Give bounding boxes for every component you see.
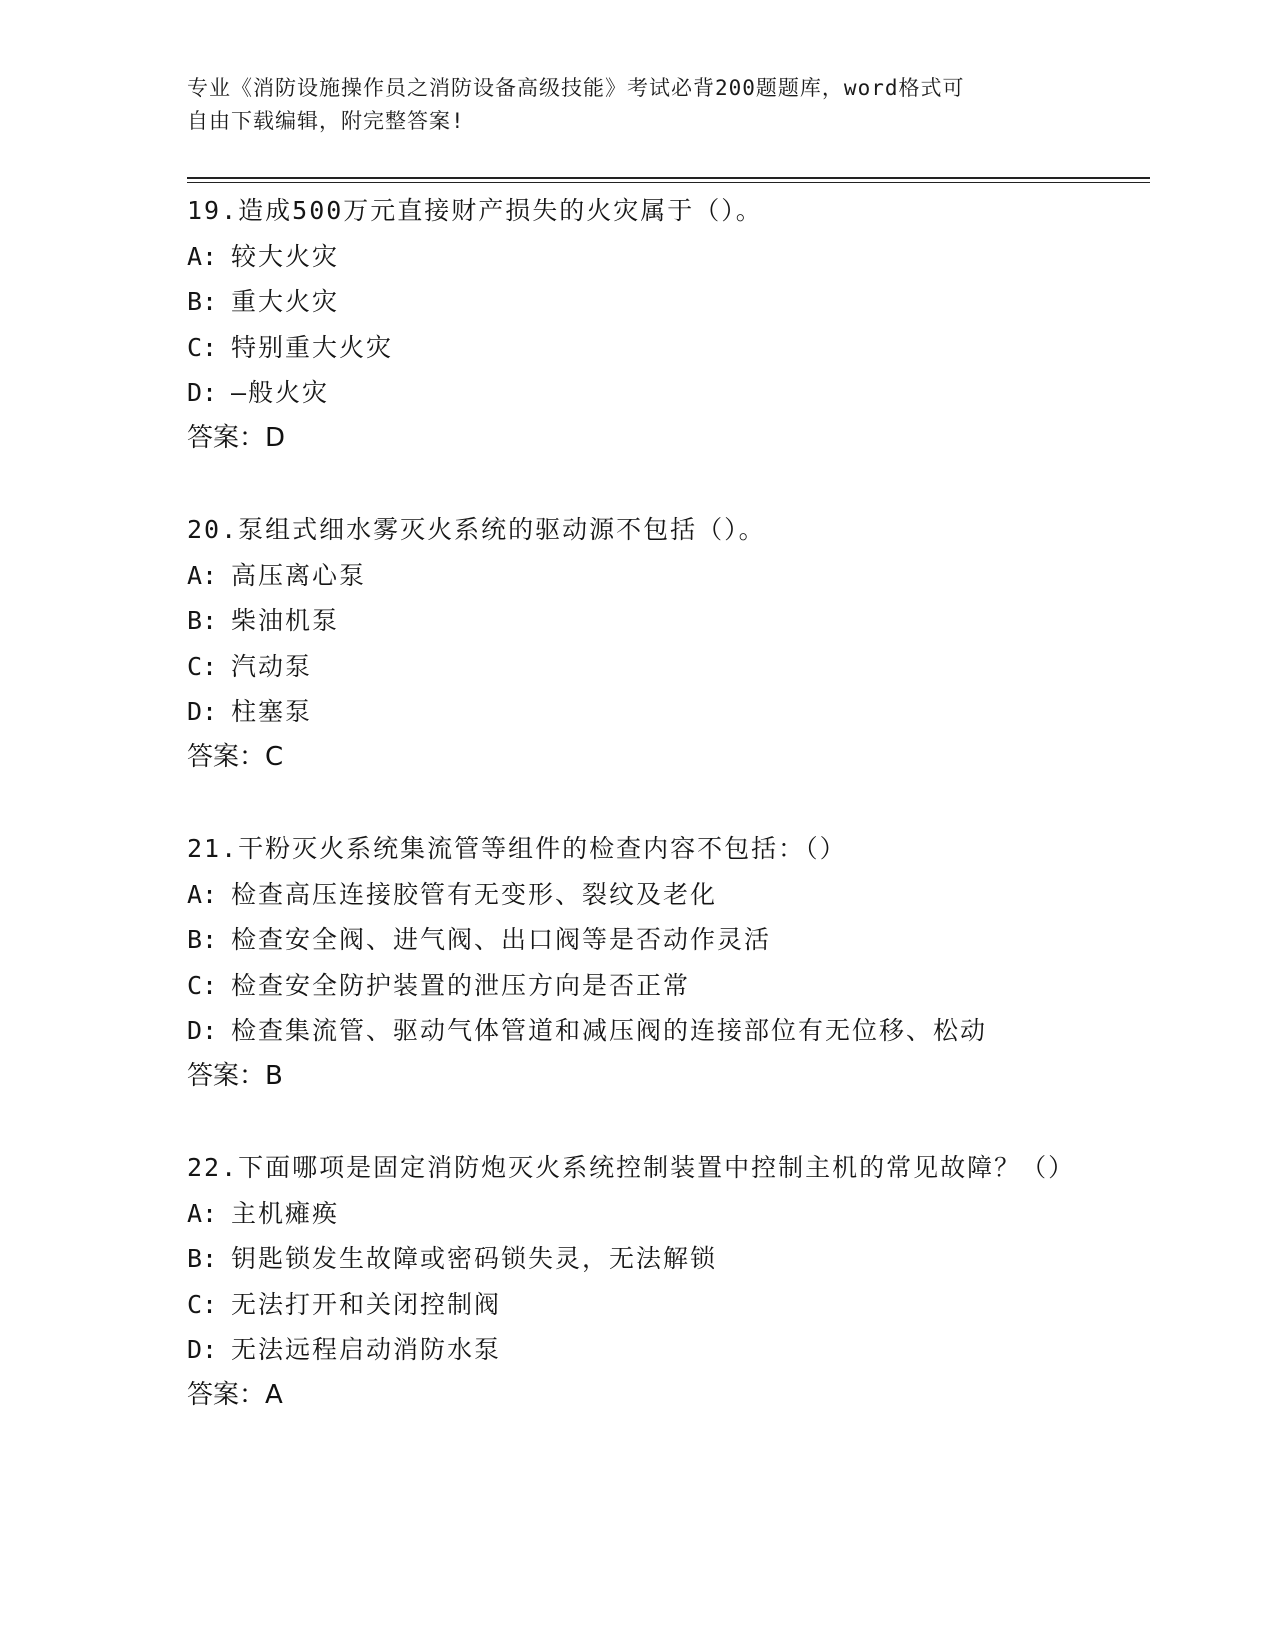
question-21 — [187, 826, 1087, 1099]
option-c — [187, 644, 1087, 690]
question-19 — [187, 188, 1087, 461]
option-letter: B: — [187, 287, 218, 316]
option-letter: C: — [187, 651, 218, 681]
option-c — [187, 325, 1087, 371]
option-letter: D: — [187, 1016, 218, 1045]
option-letter: C: — [187, 1289, 218, 1319]
question-stem: 21.干粉灭火系统集流管等组件的检查内容不包括：（） — [187, 834, 847, 863]
question-stem: 20.泵组式细水雾灭火系统的驱动源不包括（）。 — [187, 515, 766, 544]
option-letter: D: — [187, 697, 218, 726]
question-list — [187, 188, 1087, 1464]
answer: 答案：D — [187, 422, 286, 453]
option-text: 特别重大火灾 — [231, 332, 394, 362]
option-a — [187, 234, 1087, 280]
option-text: 检查安全阀、进气阀、出口阀等是否动作灵活 — [231, 925, 772, 954]
option-d — [187, 1008, 1087, 1054]
option-a — [187, 1191, 1087, 1237]
option-letter: D: — [187, 378, 218, 407]
question-22 — [187, 1145, 1087, 1418]
option-c — [187, 1282, 1087, 1328]
option-text: 汽动泵 — [231, 651, 313, 681]
option-letter: C: — [187, 332, 218, 362]
header-divider-thin — [187, 182, 1150, 183]
option-b — [187, 917, 1087, 963]
option-text: 柱塞泵 — [231, 697, 313, 726]
option-text: 检查高压连接胶管有无变形、裂纹及老化 — [231, 879, 718, 909]
document-header — [187, 72, 1067, 138]
option-text: 无法远程启动消防水泵 — [231, 1335, 502, 1364]
header-line-2: 自由下载编辑，附完整答案! — [187, 109, 465, 133]
option-text: —般火灾 — [231, 378, 330, 407]
option-letter: B: — [187, 606, 218, 635]
option-d — [187, 370, 1087, 416]
option-text: 检查安全防护装置的泄压方向是否正常 — [231, 970, 691, 1000]
option-text: 重大火灾 — [231, 287, 340, 316]
question-stem: 19.造成500万元直接财产损失的火灾属于（）。 — [187, 196, 763, 225]
option-letter: B: — [187, 1244, 218, 1273]
option-letter: A: — [187, 1198, 218, 1228]
answer: 答案：C — [187, 741, 284, 772]
option-text: 柴油机泵 — [231, 606, 340, 635]
answer: 答案：B — [187, 1060, 283, 1091]
option-c — [187, 963, 1087, 1009]
option-letter: D: — [187, 1335, 218, 1364]
option-b — [187, 1236, 1087, 1282]
option-a — [187, 553, 1087, 599]
option-text: 主机瘫痪 — [231, 1198, 340, 1228]
question-stem: 22.下面哪项是固定消防炮灭火系统控制装置中控制主机的常见故障？（） — [187, 1153, 1076, 1182]
option-text: 钥匙锁发生故障或密码锁失灵，无法解锁 — [231, 1244, 718, 1273]
option-letter: A: — [187, 241, 218, 271]
option-text: 检查集流管、驱动气体管道和减压阀的连接部位有无位移、松动 — [231, 1016, 988, 1045]
option-letter: C: — [187, 970, 218, 1000]
option-text: 较大火灾 — [231, 241, 340, 271]
question-20 — [187, 507, 1087, 780]
header-divider-thick — [187, 177, 1150, 179]
option-a — [187, 872, 1087, 918]
option-b — [187, 279, 1087, 325]
option-text: 高压离心泵 — [231, 560, 367, 590]
option-letter: B: — [187, 925, 218, 954]
option-d — [187, 689, 1087, 735]
header-line-1: 专业《消防设施操作员之消防设备高级技能》考试必背200题题库，word格式可 — [187, 76, 965, 100]
option-letter: A: — [187, 560, 218, 590]
answer: 答案：A — [187, 1379, 283, 1410]
option-letter: A: — [187, 879, 218, 909]
option-b — [187, 598, 1087, 644]
option-d — [187, 1327, 1087, 1373]
option-text: 无法打开和关闭控制阀 — [231, 1289, 502, 1319]
